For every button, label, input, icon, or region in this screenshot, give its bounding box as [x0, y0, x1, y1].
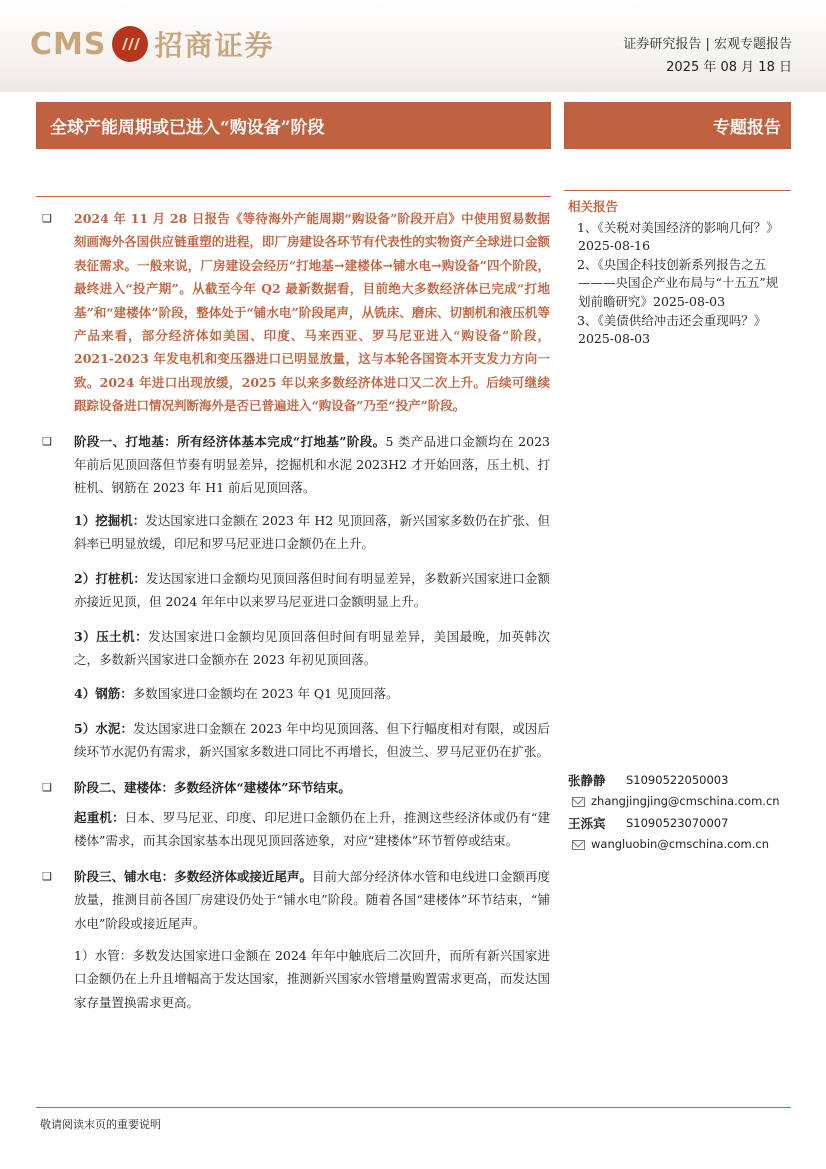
analyst-row: [568, 770, 790, 791]
related-reports: [568, 198, 790, 349]
analyst-id: S1090523070007: [626, 815, 729, 830]
stage1-heading: 阶段一、打地基：所有经济体基本完成“打地基”阶段。: [74, 433, 386, 449]
sub-text: 多数国家进口金额均在 2023 年 Q1 见顶回落。: [132, 686, 399, 702]
stage1-sub-4: [40, 682, 550, 705]
stage1-sub-2: [40, 567, 550, 614]
stage2-heading: 阶段二、建楼体：多数经济体“建楼体”环节结束。: [74, 779, 351, 795]
sub-text: 日本、罗马尼亚、印度、印尼进口金额仍在上升，推测这些经济体或仍有“建楼体”需求，而其余国家基本出现见顶回落迹象，对应“建楼体”环节暂停或结束。: [74, 809, 550, 849]
report-title: 全球产能周期或已进入“购设备”阶段: [50, 118, 325, 138]
analyst-name: 王泺宾: [568, 815, 606, 831]
analyst-email-row: [568, 834, 790, 855]
sub-text: 发达国家进口金额在 2023 年中均见顶回落、但下行幅度相对有限，或因后续环节水泥仍有需求，新兴国家多数进口同比不再增长，但波兰、罗马尼亚仍在扩张。: [74, 720, 551, 760]
logo-emblem-icon: [112, 26, 148, 62]
bullet-square-icon: ❑: [42, 869, 52, 883]
analyst-row: [568, 813, 790, 834]
stage3-sub: 1）水管：多数发达国家进口金额在 2024 年年中触底后二次回升，而所有新兴国家进口金额仍在上升且增幅高于发达国家，推测新兴国家水管增量购置需求更高，而发达国家存量置换需求更高。: [74, 947, 550, 1010]
analyst-name: 张静静: [568, 773, 606, 788]
sub-label: 3）压土机：: [74, 628, 149, 644]
main-divider: [36, 196, 551, 197]
stage1-block: [40, 430, 550, 500]
related-reports-title: 相关报告: [568, 199, 619, 214]
envelope-icon: [572, 797, 585, 807]
stage2-block: [40, 776, 550, 799]
analyst-email-row: [568, 791, 790, 812]
stage1-text: 5 类产品进口金额均在 2023 年前后见顶回落但节奏有明显差异，挖掘机和水泥 2023H2 才开始回落，压土机、打桩机、钢筋在 2023 年 H1 前后见顶回落。: [74, 433, 550, 496]
stage3-block: [40, 865, 550, 935]
sub-text: 发达国家进口金额在 2023 年 H2 见顶回落，新兴国家多数仍在扩张、但斜率已明显放缓，印尼和罗马尼亚进口金额仍在上升。: [74, 512, 551, 552]
analyst-email[interactable]: zhangjingjing@cmschina.com.cn: [591, 794, 780, 809]
report-tag: 专题报告: [713, 118, 781, 138]
related-report-item[interactable]: 1、《关税对美国经济的影响几何？》2025-08-16: [577, 219, 779, 254]
sub-label: 1）挖掘机：: [74, 512, 146, 528]
report-tag-bar: [564, 102, 791, 149]
stage1-sub-5: [40, 717, 550, 764]
report-type: 证券研究报告 | 宏观专题报告: [623, 37, 792, 52]
related-report-item[interactable]: 2、《央国企科技创新系列报告之五———央国企产业布局与“十五五”规划前瞻研究》2025-08-03: [577, 256, 779, 309]
sub-text: 发达国家进口金额均见顶回落但时间有明显差异，多数新兴国家进口金额亦接近见顶，但 2024 年年中以来罗马尼亚进口金额明显上升。: [74, 570, 550, 610]
footer-divider: [36, 1107, 791, 1108]
footer-note: 敬请阅读末页的重要说明: [40, 1118, 161, 1131]
logo-cms-text: CMS: [30, 26, 107, 62]
envelope-icon: [572, 840, 585, 850]
stage3-text: 目前大部分经济体水管和电线进口金额再度放量，推测目前各国厂房建设仍处于“铺水电”阶段。随着各国“建楼体”环节结束，“铺水电”阶段或接近尾声。: [74, 868, 550, 931]
bullet-square-icon: ❑: [42, 212, 52, 225]
report-date: 2025 年 08 月 18 日: [666, 60, 792, 75]
sub-label: 2）打桩机：: [74, 570, 146, 586]
sub-label: 4）钢筋：: [74, 686, 133, 702]
stage2-sub: [40, 806, 550, 853]
stage3-paragraph: [74, 865, 550, 935]
analyst-email[interactable]: wangluobin@cmschina.com.cn: [591, 837, 769, 852]
stage3-heading: 阶段三、铺水电：多数经济体或接近尾声。: [74, 868, 312, 884]
company-logo: [30, 24, 275, 64]
analyst-id: S1090522050003: [626, 773, 729, 787]
sub-text: 发达国家进口金额均见顶回落但时间有明显差异，美国最晚，加英韩次之，多数新兴国家进口金额亦在 2023 年初见顶回落。: [74, 628, 550, 667]
side-divider: [564, 190, 791, 191]
stage1-paragraph: [74, 430, 550, 500]
sub-label: 5）水泥：: [74, 720, 134, 736]
summary-block: [40, 207, 550, 418]
stage1-sub-1: [40, 509, 550, 556]
main-content: [40, 207, 550, 1014]
bullet-square-icon: ❑: [42, 434, 52, 448]
logo-chinese-text: 招商证券: [154, 29, 275, 62]
summary-text: 2024 年 11 月 28 日报告《等待海外产能周期“购设备”阶段开启》中使用贸易数据刻画海外各国供应链重塑的进程，即厂房建设各环节有代表性的实物资产全球进口金额表征需求。一般来说，厂房建设会经历“打地基→建楼体→铺水电→购设备”四个阶段，最终进入“投产期”。从截至今年 Q2 最新数据看，目前绝大多数经济体已完成“打地基”和“建楼体”阶段，整体处于“铺水电”阶段尾声，从铣床、磨床、切割机和液压机等产品来看，部分经济体如美国、印度、马来西亚、罗马尼亚进入“购设备”阶段，2021-2023 年发电机和变压器进口已明显放量，这与本轮各国资本开支发力方向一致。2024 年进口出现放缓，2025 年以来多数经济体进口又二次上升。后续可继续跟踪设备进口情况判断海外是否已普遍进入“购设备”乃至“投产”阶段。: [74, 211, 550, 414]
title-bar: [36, 102, 551, 149]
related-report-item[interactable]: 3、《美债供给冲击还会重现吗？》2025-08-03: [577, 312, 767, 347]
analyst-block: [568, 770, 790, 856]
sub-label: 起重机：: [74, 809, 125, 825]
bullet-square-icon: ❑: [42, 780, 52, 794]
stage1-sub-3: [40, 625, 550, 672]
